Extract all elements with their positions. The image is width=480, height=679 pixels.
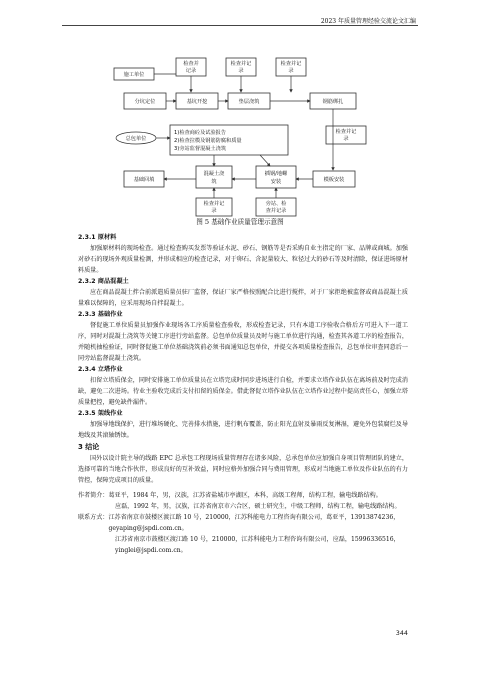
svg-text:基坑开挖: 基坑开挖 xyxy=(186,99,208,105)
author-intro-2: 应磊，1992 年，男，汉族，江苏省南京市六合区，硕士研究生，中级工程师，结构工程，输电线路结构。 xyxy=(115,503,401,510)
bottom-check-1 xyxy=(196,198,232,216)
svg-text:1)检查商砼及试验报告: 1)检查商砼及试验报告 xyxy=(174,130,227,136)
conclusion-text: 国外以设计院主导的线路 EPC 总承包工程现场质量管理存在诸多风险，总承包单位应加强自身项目管理团队的建立，选择可靠的当地合作伙伴，形成良好的互补效益，同时应格外加强合同与费用管理，形成对当地施工单位及作业队伍的有力管控，保障完成项目的质量。 xyxy=(78,455,408,484)
section-text: 督促施工单位质量员加强作业现场各工序质量检查验收，形成检查记录，只有本道工序验收合格后方可进入下一道工序，同时对混凝土浇筑等关键工序进行旁站监督。总包单位质量员及时与施工单位进行沟通，检查其各道工序的检查报告，并随机抽检验证，同时督促施工单位基础浇筑前必须书面通知总包单位，并提交各项质量检查报告，总包单位审查同意后一同旁站监督混凝土浇筑。 xyxy=(78,322,408,362)
contact-label: 联系方式： xyxy=(78,514,109,521)
section-title: 2.3.4 立塔作业 xyxy=(78,366,123,373)
author-intro-label: 作者简介： xyxy=(78,492,109,499)
section-title: 2.3.2 商品混凝土 xyxy=(78,278,129,285)
author-info xyxy=(78,490,408,556)
header-rule xyxy=(62,25,418,26)
svg-text:检查并记: 检查并记 xyxy=(335,129,357,135)
figure-caption: 图 5 基础作业质量管理示意图 xyxy=(196,218,284,226)
svg-text:垫层浇筑: 垫层浇筑 xyxy=(238,99,260,105)
svg-text:旁站、检: 旁站、检 xyxy=(265,201,287,207)
svg-text:筑: 筑 xyxy=(211,179,217,185)
svg-text:检查并记: 检查并记 xyxy=(230,61,252,67)
svg-text:录: 录 xyxy=(343,136,349,142)
svg-text:安装: 安装 xyxy=(270,179,282,185)
top-check-3 xyxy=(276,58,306,76)
svg-text:录: 录 xyxy=(211,208,217,214)
top-check-1 xyxy=(176,58,206,76)
svg-text:检查并: 检查并 xyxy=(183,61,199,67)
svg-text:检查并记: 检查并记 xyxy=(280,61,302,67)
section-text: 应在商品混凝土拌合前派遣质量员驻厂监督，保证厂家严格按照配合比进行搅拌，对于厂家拒绝被监督或商品混凝土质量难以保障的，应采用现场自拌混凝土。 xyxy=(78,289,408,307)
svg-text:3)旁站监督混凝土浇筑: 3)旁站监督混凝土浇筑 xyxy=(174,146,227,152)
section-title: 2.3.1 原材料 xyxy=(78,234,117,241)
page-number: 344 xyxy=(395,629,408,637)
unit-label: 施工单位 xyxy=(123,72,145,78)
svg-text:录: 录 xyxy=(238,68,244,74)
quality-flow-diagram xyxy=(110,30,382,230)
conclusion-title: 3 结论 xyxy=(78,443,100,451)
section-text: 加强导地线保护，进行堆场硬化、完善排水措施，进行帆布覆盖，防止阳光直射及暴雨反复淋湿，避免外包装腐烂及导地线及其滚轴锈蚀。 xyxy=(78,421,408,439)
right-check xyxy=(326,126,366,144)
svg-text:钢筋绑扎: 钢筋绑扎 xyxy=(322,99,344,105)
svg-text:模板安装: 模板安装 xyxy=(323,177,345,183)
contact-1: 江苏省南京市鼓楼区渡江路 10 号，210000，江苏科能电力工程咨询有限公司，葛亚平，13913874236，geyaping@jspdi.com.cn。 xyxy=(108,514,400,532)
contact-2: 江苏省南京市鼓楼区渡江路 10 号，210000，江苏科能电力工程咨询有限公司，应磊，15996336516，yinglei@jspdi.com.cn。 xyxy=(115,536,400,554)
svg-text:2)检查拉模及钢筋防腐和质量: 2)检查拉模及钢筋防腐和质量 xyxy=(174,138,242,144)
section-title: 2.3.3 基础作业 xyxy=(78,311,123,318)
body-content xyxy=(78,232,408,556)
svg-text:分坑定位: 分坑定位 xyxy=(134,99,156,105)
svg-text:记录: 记录 xyxy=(185,68,197,74)
svg-text:查并记录: 查并记录 xyxy=(265,208,287,214)
svg-text:插钢/地螺: 插钢/地螺 xyxy=(264,171,288,177)
section-text: 加强原材料的现场检查。通过检查购买发票等验证水泥、砂石、钢筋等是否采购自业主指定的厂家、品牌或商城。加强对砂石的现场外观质量检测，并形成相应的检查记录，对于卵石、含泥量较大、粒径过大的砂石等及时清除，保证进场原材料质量。 xyxy=(78,245,408,274)
section-title: 2.3.5 架线作业 xyxy=(78,410,123,417)
bottom-check-2 xyxy=(256,198,296,216)
section-text: 扣留立塔质保金，同时安排施工单位质量员在立塔完成时同步进场进行自检，并要求立塔作业队伍在离场前及时完成消缺，避免二次进场。待业主验收完成后支付扣留的质保金。借此督促立塔作业队伍在立塔作业过程中提高责任心，加强立塔质量把控，避免缺件漏件。 xyxy=(78,377,408,406)
author-intro-1: 葛亚平，1984 年，男，汉族，江苏省盐城市亭湖区，本科，高级工程师，结构工程，输电线路结构。 xyxy=(108,492,382,499)
svg-text:基础回填: 基础回填 xyxy=(133,177,155,183)
svg-text:录: 录 xyxy=(288,68,294,74)
svg-text:混凝土浇: 混凝土浇 xyxy=(203,171,225,177)
running-header: 2023 年质量管理经验交流论文汇编 xyxy=(320,18,416,25)
svg-text:检查并记: 检查并记 xyxy=(203,201,225,207)
general-label: 总包单位 xyxy=(125,136,147,142)
top-check-2 xyxy=(226,58,256,76)
